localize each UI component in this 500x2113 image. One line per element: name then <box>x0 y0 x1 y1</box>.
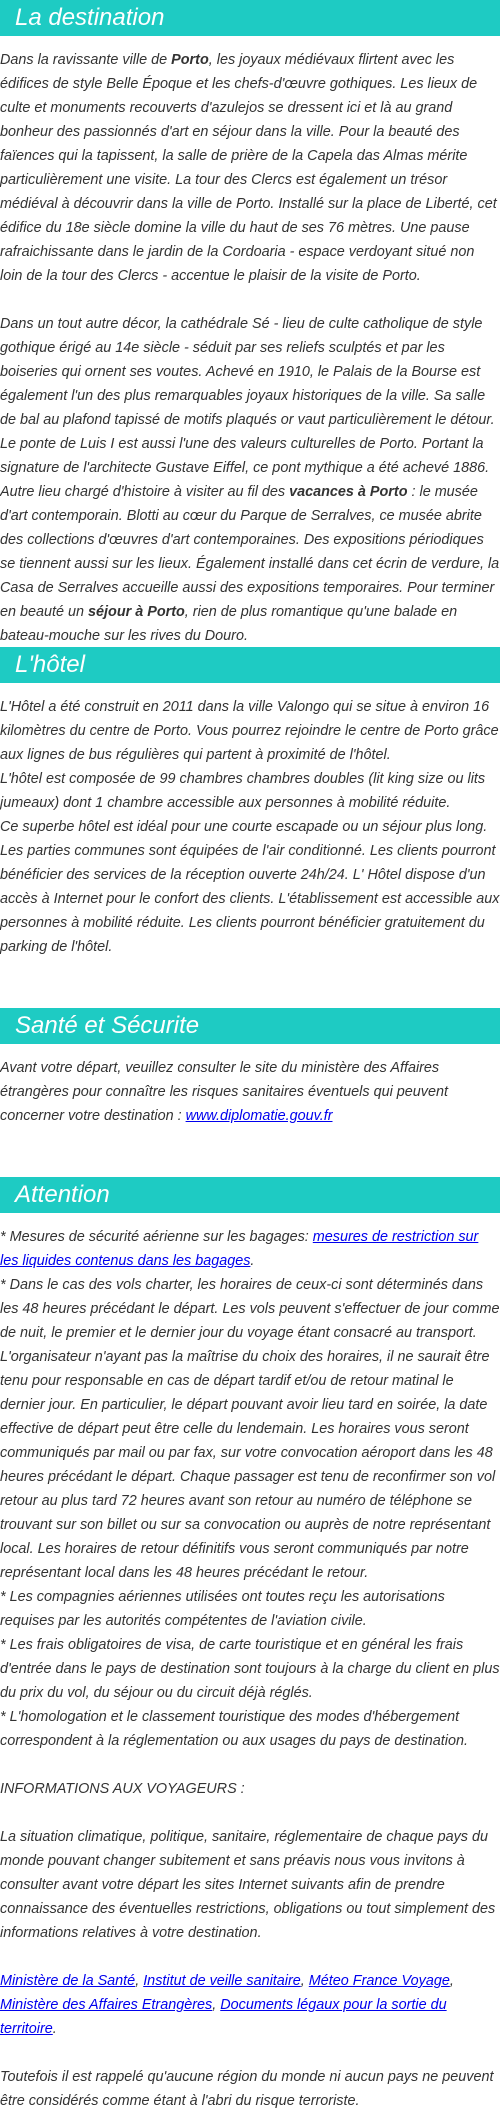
destination-paragraph-1: Dans la ravissante ville de Porto, les joyaux médiévaux flirtent avec les édifices de style Belle Époque et les chefs-d'œuvre gothiques. Les lieux de culte et monuments recouverts d'azulejos se dressent ici et là au grand bonheur des passionnés d'art en séjour dans la ville. Pour la beauté des faïences qui la tapissent, la salle de prière de la Capela das Almas mérite particulièrement une visite. La tour des Clercs est également un trésor médiéval à découvrir dans la ville de Porto. Installé sur la place de Liberté, cet édifice du 18e siècle domine la ville du haut de ses 76 mètres. Une pause rafraichissante dans le jardin de la Cordoaria - espace verdoyant situé non loin de la tour des Clercs - accentue le plaisir de la visite de Porto. <box>0 52 497 284</box>
sante-body <box>0 1056 500 1128</box>
bagages-restriction-link[interactable]: mesures de restriction sur les liquides contenus dans les bagages <box>0 1229 479 1269</box>
vacances-bold: vacances à Porto <box>289 484 408 500</box>
terror-paragraph: Toutefois il est rappelé qu'aucune région du monde ni aucun pays ne peuvent être considérés comme étant à l'abri du risque terroriste. <box>0 2069 494 2109</box>
meteo-france-link[interactable]: Méteo France Voyage <box>308 1973 450 1989</box>
info-links: Ministère de la Santé, Institut de veille sanitaire, Méteo France Voyage, Ministère des Affaires Etrangères, Documents légaux pour la sortie du territoire. <box>0 1973 454 2037</box>
sante-paragraph: Avant votre départ, veuillez consulter le site du ministère des Affaires étrangères pour connaître les risques sanitaires éventuels qui peuvent concerner votre destination : www.diplomatie.gouv.fr <box>0 1060 448 1124</box>
section-hotel <box>0 647 500 959</box>
hotel-title: L'hôtel <box>0 647 500 683</box>
section-attention <box>0 1177 500 2113</box>
attention-bullet-3: * Les compagnies aériennes utilisées ont toutes reçu les autorisations requises par les autorités compétentes de l'aviation civile. <box>0 1589 445 1629</box>
hotel-body <box>0 695 500 959</box>
destination-title: La destination <box>0 0 500 36</box>
documents-legaux-link[interactable]: Documents légaux pour la sortie du territoire <box>0 1997 447 2037</box>
attention-bullet-5: * L'homologation et le classement touristique des modes d'hébergement correspondent à la réglementation ou aux usages du pays de destination. <box>0 1709 469 1749</box>
destination-body <box>0 48 500 648</box>
sejour-bold: séjour à Porto <box>88 604 185 620</box>
attention-bullet-2: * Dans le cas des vols charter, les horaires de ceux-ci sont déterminés dans les 48 heures précédant le départ. Les vols peuvent s'effectuer de jour comme de nuit, le premier et le dernier jour du voyage étant consacré au transport. L'organisateur n'ayant pas la maîtrise du choix des horaires, il ne saurait être tenu pour responsable en cas de départ tardif et/ou de retour matinal le dernier jour. En particulier, le départ pouvant avoir lieu tard en soirée, la date effective de départ peut être celle du lendemain. Les horaires vous seront communiqués par mail ou par fax, sur votre convocation aéroport dans les 48 heures précédant le départ. Chaque passager est tenu de reconfirmer son vol retour au plus tard 72 heures avant son retour au numéro de téléphone se trouvant sur son billet ou sur sa convocation ou auprès de notre représentant local. Les horaires de retour définitifs vous seront communiqués par notre représentant local dans les 48 heures précédant le retour. <box>0 1277 500 1581</box>
institut-veille-link[interactable]: Institut de veille sanitaire <box>143 1973 301 1989</box>
attention-title: Attention <box>0 1177 500 1213</box>
attention-bullet-4: * Les frais obligatoires de visa, de carte touristique et en général les frais d'entrée dans le pays de destination sont toujours à la charge du client en plus du prix du vol, du séjour ou du circuit déjà réglés. <box>0 1637 500 1701</box>
sante-title: Santé et Sécurite <box>0 1008 500 1044</box>
affaires-etrangeres-link[interactable]: Ministère des Affaires Etrangères <box>0 1997 213 2013</box>
hotel-paragraph-2: L'hôtel est composée de 99 chambres chambres doubles (lit king size ou lits jumeaux) dont 1 chambre accessible aux personnes à mobilité réduite. <box>0 771 486 811</box>
ministere-sante-link[interactable]: Ministère de la Santé <box>0 1973 136 1989</box>
attention-bullet-1: * Mesures de sécurité aérienne sur les bagages: mesures de restriction sur les liquides contenus dans les bagages. <box>0 1229 479 1269</box>
section-destination <box>0 0 500 648</box>
hotel-paragraph-1: L'Hôtel a été construit en 2011 dans la ville Valongo qui se situe à environ 16 kilomètres du centre de Porto. Vous pourrez rejoindre le centre de Porto grâce aux lignes de bus régulières qui partent à proximité de l'hôtel. <box>0 699 499 763</box>
hotel-paragraph-3: Ce superbe hôtel est idéal pour une courte escapade ou un séjour plus long. Les parties communes sont équipées de l'air conditionné. Les clients pourront bénéficier des services de la réception ouverte 24h/24. L' Hôtel dispose d'un accès à Internet pour le confort des clients. L'établissement est accessible aux personnes à mobilité réduite. Les clients pourront bénéficier gratuitement du parking de l'hôtel. <box>0 819 500 955</box>
attention-body <box>0 1225 500 2113</box>
info-heading: INFORMATIONS AUX VOYAGEURS : <box>0 1781 245 1797</box>
info-paragraph: La situation climatique, politique, sanitaire, réglementaire de chaque pays du monde pouvant changer subitement et sans préavis nous vous invitons à consulter avant votre départ les sites Internet suivants afin de prendre connaissance des éventuelles restrictions, obligations ou tout simplement des informations relatives à votre destination. <box>0 1829 496 1941</box>
porto-bold: Porto <box>171 52 209 68</box>
section-sante <box>0 1008 500 1128</box>
diplomatie-link[interactable]: www.diplomatie.gouv.fr <box>185 1108 333 1124</box>
destination-paragraph-2: Dans un tout autre décor, la cathédrale Sé - lieu de culte catholique de style gothique érigé au 14e siècle - séduit par ses reliefs sculptés et par les boiseries qui ornent ses voutes. Achevé en 1910, le Palais de la Bourse est également l'un des plus remarquables joyaux historiques de la ville. Sa salle de bal au plafond tapissé de motifs plaqués or vaut particulièrement le détour. Le ponte de Luis I est aussi l'une des valeurs culturelles de Porto. Portant la signature de l'architecte Gustave Eiffel, ce pont mythique a été achevé 1886. Autre lieu chargé d'histoire à visiter au fil des vacances à Porto : le musée d'art contemporain. Blotti au cœur du Parque de Serralves, ce musée abrite des collections d'œuvres d'art contemporaines. Des expositions périodiques se tiennent aussi sur les lieux. Également installé dans cet écrin de verdure, la Casa de Serralves accueille aussi des expositions temporaires. Pour terminer en beauté un séjour à Porto, rien de plus romantique qu'une balade en bateau-mouche sur les rives du Douro. <box>0 316 500 644</box>
